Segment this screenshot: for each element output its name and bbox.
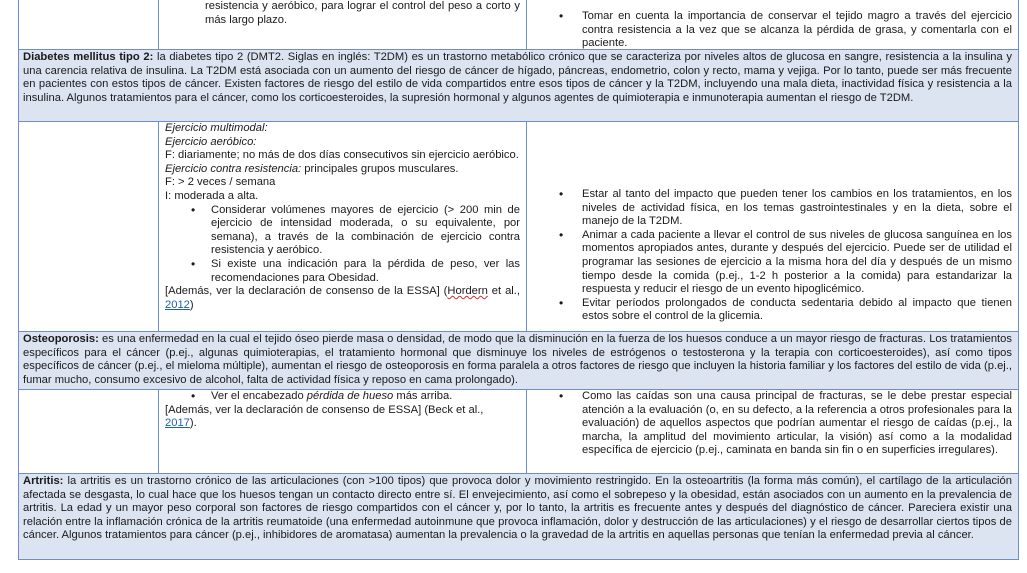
diabetes-section xyxy=(19,50,1018,122)
reference-text: et al., xyxy=(487,285,520,298)
arthritis-section xyxy=(19,474,1018,560)
multimodal-label: Ejercicio multimodal: xyxy=(165,122,268,134)
aerobic-label: Ejercicio aeróbico: xyxy=(165,135,257,148)
reference xyxy=(165,404,520,431)
reference xyxy=(165,285,520,312)
list-item: • Si existe una indicación para la pérdida de peso, ver las recomendaciones para Obesidad. xyxy=(165,258,520,285)
list-item: • Evitar períodos prolongados de conducta sedentaria debido al impacto que tienen estos sobre el control de la glicemia. xyxy=(536,297,1012,324)
section-text: la diabetes tipo 2 (DMT2. Siglas en inglés: T2DM) es un trastorno metabólico crónico que se caracteriza por niveles altos de glucosa en sangre, resistencia a la insulina y una carencia relativa de insulina. La T2DM está asociada con un aumento del riesgo de cáncer de hígado, páncreas, endometrio, colon y recto, mama y vejiga. Por lo tanto, puede ser más frecuente en pacientes con estos tipos de cáncer. Existen factores de riesgo del estilo de vida compartidos entre esos tipos de cáncer y la T2DM, incluyendo una mala dieta, inactividad física y resistencia a la insulina. Algunos tratamientos para el cáncer, como los corticoesteroides, la supresión hormonal y algunos agentes de quimioterapia e inmunoterapia aumentan el riesgo de T2DM. xyxy=(23,51,1012,104)
list-item-text: más arriba. xyxy=(393,390,453,402)
cell-text: I: moderada a alta. xyxy=(165,189,259,202)
considerations-cell xyxy=(527,390,1018,473)
reference-text: ) xyxy=(189,298,194,311)
considerations-cell xyxy=(527,122,1018,331)
condition-cell xyxy=(19,122,159,331)
recommendation-cell xyxy=(159,0,527,49)
condition-cell xyxy=(19,0,159,49)
cell-text xyxy=(165,163,520,177)
list-item: • Animar a cada paciente a llevar el control de sus niveles de glucosa sanguínea en los momentos apropiados antes, durante y después del ejercicio. Puede ser de utilidad el programar las sesiones de ejercicio a la misma hora del día y después de un mismo tiempo desde la comida (p.ej., 1-2 h posterior a la comida) para estandarizar la respuesta y reducir el riesgo de un evento hipoglicémico. xyxy=(536,229,1012,297)
section-title: Osteoporosis: xyxy=(23,333,99,345)
osteoporosis-section xyxy=(19,332,1018,390)
list-item-italic: pérdida de hueso xyxy=(306,390,394,402)
section-title: Diabetes mellitus tipo 2: xyxy=(23,51,154,63)
cell-text xyxy=(165,122,520,136)
cell-text xyxy=(165,136,520,150)
reference-link[interactable]: 2012 xyxy=(165,298,190,311)
reference-text: [Además, ver la declaración de consenso de la ESSA] ( xyxy=(165,285,448,298)
reference-author: Hordern xyxy=(447,285,488,298)
section-text: es una enfermedad en la cual el tejido óseo pierde masa o densidad, de modo que la disminución en la fuerza de los huesos conduce a un mayor riesgo de fracturas. Los tratamientos específicos para el cáncer (p.ej., algunas quimioterapias, el tratamiento hormonal que disminuye los niveles de estrógenos o testosterona y la terapia con corticoesteroides), así como tipos específicos de cáncer (p.ej., el mieloma múltiple), aumentan el riesgo de osteoporosis en forma paralela a otros factores de riesgo que incluyen la historia familiar y los factores del estilo de vida (p.ej., fumar mucho, consumo excesivo de alcohol, falta de actividad física y reposo en cama prolongado). xyxy=(23,333,1012,386)
list-item: • Tomar en cuenta la importancia de conservar el tejido magro a través del ejercicio contra resistencia a la vez que se alcanza la pérdida de grasa, y comentarla con el paciente. xyxy=(536,10,1012,51)
recommendation-cell xyxy=(159,122,527,331)
list-item-text: Ver el encabezado xyxy=(211,390,307,402)
cell-text: F: > 2 veces / semana xyxy=(165,176,276,189)
reference-text: [Además, ver la declaración de consenso de ESSA] (Beck et al., xyxy=(165,403,484,416)
resistance-label: Ejercicio contra resistencia: xyxy=(165,162,302,175)
list-item xyxy=(165,390,520,404)
resistance-text: principales grupos musculares. xyxy=(301,162,459,175)
list-item: • Estar al tanto del impacto que pueden tener los cambios en los tratamientos, en los niveles de actividad física, en los temas gastrointestinales y en la dieta, sobre el manejo de la T2DM. xyxy=(536,188,1012,229)
cell-text: resistencia y aeróbico, para lograr el control del peso a corto y más largo plazo. xyxy=(205,0,520,26)
table-row xyxy=(19,0,1018,50)
considerations-cell xyxy=(527,0,1018,49)
reference-link[interactable]: 2017 xyxy=(165,417,190,430)
reference-text: ). xyxy=(189,417,197,430)
table-row xyxy=(19,122,1018,332)
section-title: Artritis: xyxy=(23,475,64,487)
section-text: la artritis es un trastorno crónico de las articulaciones (con >100 tipos) que provoca dolor y movimiento restringido. En la osteoartritis (la forma más común), el cartílago de la articulación afectada se desgasta, lo cual hace que los huesos tengan un contacto directo entre sí. El envejecimiento, así como el sobrepeso y la obesidad, están asociados con un aumento en la prevalencia de artritis. La edad y un mayor peso corporal son factores de riesgo compartidos con el cáncer y, por lo tanto, la artritis es frecuente antes y después del diagnóstico de cáncer. Pareciera existir una relación entre la inflamación crónica de la artritis reumatoide (una enfermedad autoinmune que provoca inflamación, dolor y destrucción de las articulaciones) y el riesgo de desarrollar ciertos tipos de cáncer. Algunos tratamientos para cáncer (p.ej., inhibidores de aromatasa) aumentan la prevalencia o la gravedad de la artritis en aquellas personas que tenían la enfermedad previa al cáncer. xyxy=(23,475,1012,542)
recommendation-cell xyxy=(159,390,527,473)
condition-cell xyxy=(19,390,159,473)
table-row xyxy=(19,390,1018,474)
cell-text: F: diariamente; no más de dos días consecutivos sin ejercicio aeróbico. xyxy=(165,149,519,162)
list-item: • Como las caídas son una causa principal de fracturas, se le debe prestar especial atención a la evaluación (o, en su defecto, a la referencia a otros profesionales para la evaluación) de aquellos aspectos que podrían aumentar el riesgo de caídas (p.ej., la marcha, la amplitud del movimiento articular, la visión) así como a la modalidad específica de ejercicio (p.ej., caminata en banda sin fin o en superficies irregulares). xyxy=(536,390,1012,458)
guidelines-table xyxy=(18,0,1019,560)
list-item: • Considerar volúmenes mayores de ejercicio (> 200 min de ejercicio de intensidad moderada, o su equivalente, por semana), a través de la combinación de ejercicio contra resistencia y aeróbico. xyxy=(165,204,520,258)
